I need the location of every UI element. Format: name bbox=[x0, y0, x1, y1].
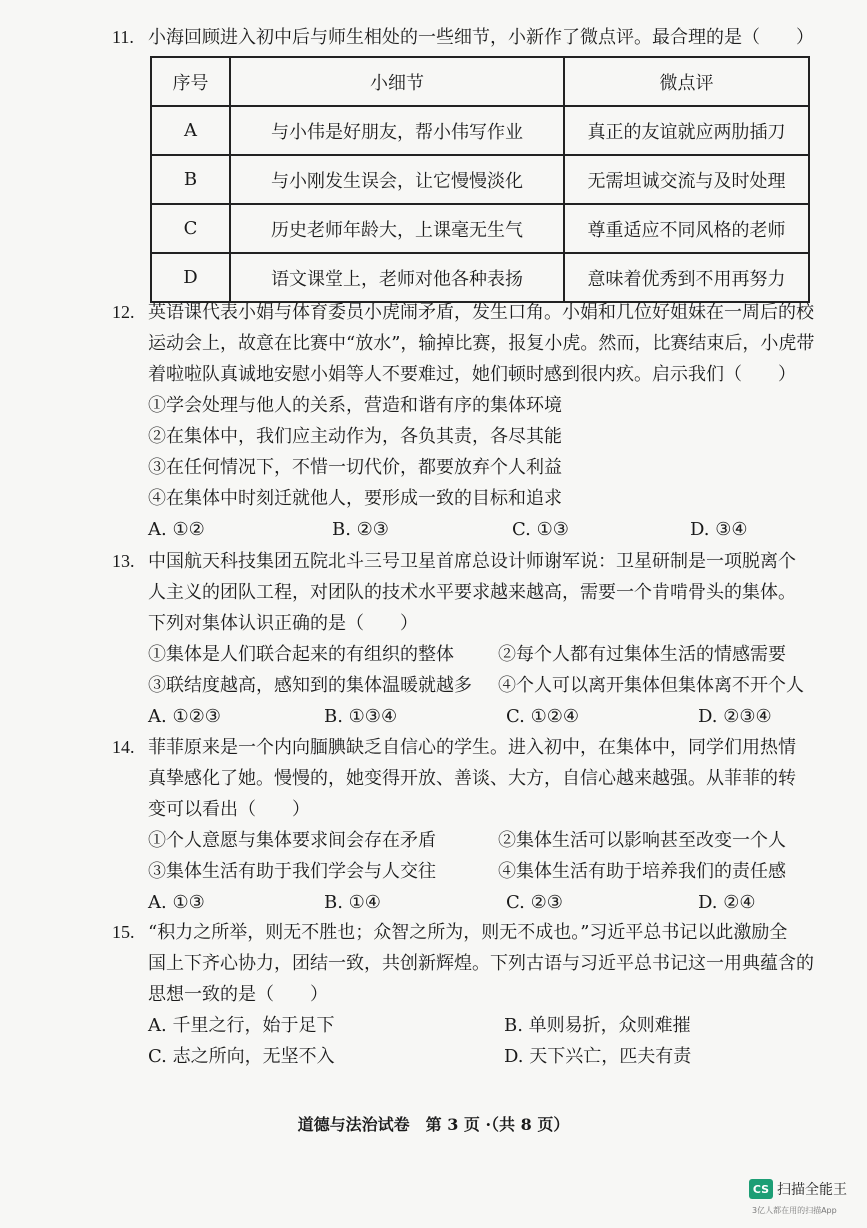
camscanner-logo-icon: CS bbox=[749, 1179, 773, 1199]
table-cell: B bbox=[151, 155, 230, 204]
question-number: 13. bbox=[112, 551, 135, 571]
answer-options bbox=[148, 514, 822, 545]
option-a[interactable]: A. 千里之行，始于足下 bbox=[148, 1015, 335, 1036]
option-a[interactable]: A. ①②③ bbox=[148, 706, 221, 727]
page-footer: 道德与法治试卷 第 3 页 ·（共 8 页） bbox=[297, 1115, 570, 1134]
question-line: 人主义的团队工程，对团队的技术水平要求越来越高，需要一个肯啃骨头的集体。 bbox=[148, 582, 796, 603]
statement-item: ③在任何情况下，不惜一切代价，都要放弃个人利益 bbox=[148, 457, 562, 478]
table-cell: 意味着优秀到不用再努力 bbox=[564, 253, 809, 302]
question-line: 真挚感化了她。慢慢的，她变得开放、善谈、大方，自信心越来越强。从菲菲的转 bbox=[148, 768, 796, 789]
question-line: “积力之所举，则无不胜也；众智之所为，则无不成也。”习近平总书记以此激励全 bbox=[148, 922, 788, 943]
table-header: 小细节 bbox=[230, 57, 564, 106]
watermark-tagline: 3亿人都在用的扫描App bbox=[752, 1206, 837, 1215]
statement-item: ③集体生活有助于我们学会与人交往 bbox=[148, 861, 436, 882]
question-line: 着啦啦队真诚地安慰小娟等人不要难过，她们顿时感到很内疚。启示我们（ ） bbox=[148, 364, 796, 385]
question-14 bbox=[112, 732, 822, 918]
question-line: 中国航天科技集团五院北斗三号卫星首席总设计师谢军说：卫星研制是一项脱离个 bbox=[148, 551, 796, 572]
question-line: 下列对集体认识正确的是（ ） bbox=[148, 613, 418, 634]
table-cell: C bbox=[151, 204, 230, 253]
option-d[interactable]: D. ②③④ bbox=[698, 706, 772, 727]
table-cell: 与小刚发生误会，让它慢慢淡化 bbox=[230, 155, 564, 204]
table-row bbox=[151, 106, 809, 155]
table-header-row bbox=[151, 57, 809, 106]
question-number: 11. bbox=[112, 27, 134, 47]
option-c[interactable]: C. ②③ bbox=[506, 892, 563, 913]
option-b[interactable]: B. ①④ bbox=[324, 892, 381, 913]
question-line: 菲菲原来是一个内向腼腆缺乏自信心的学生。进入初中，在集体中，同学们用热情 bbox=[148, 737, 796, 758]
statement-item: ②每个人都有过集体生活的情感需要 bbox=[498, 644, 786, 665]
statement-item: ④集体生活有助于培养我们的责任感 bbox=[498, 861, 786, 882]
table-cell: 真正的友谊就应两肋插刀 bbox=[564, 106, 809, 155]
option-d[interactable]: D. 天下兴亡，匹夫有责 bbox=[504, 1046, 692, 1067]
question-line: 运动会上，故意在比赛中“放水”，输掉比赛，报复小虎。然而，比赛结束后，小虎带 bbox=[148, 333, 815, 354]
question-12 bbox=[112, 297, 822, 545]
question-15 bbox=[112, 917, 822, 1072]
option-a[interactable]: A. ①② bbox=[148, 519, 205, 540]
option-b[interactable]: B. ②③ bbox=[332, 519, 389, 540]
answer-options-row bbox=[148, 1010, 822, 1041]
statement-item: ②集体生活可以影响甚至改变一个人 bbox=[498, 830, 786, 851]
question-line: 国上下齐心协力，团结一致，共创新辉煌。下列古语与习近平总书记这一用典蕴含的 bbox=[148, 953, 814, 974]
statement-item: ②在集体中，我们应主动作为，各负其责，各尽其能 bbox=[148, 426, 562, 447]
statement-item: ④个人可以离开集体但集体离不开个人 bbox=[498, 675, 804, 696]
scanner-watermark bbox=[749, 1179, 847, 1199]
statement-item: ④在集体中时刻迁就他人，要形成一致的目标和追求 bbox=[148, 488, 562, 509]
question-11 bbox=[112, 22, 822, 53]
statement-item: ①学会处理与他人的关系，营造和谐有序的集体环境 bbox=[148, 395, 562, 416]
option-a[interactable]: A. ①③ bbox=[148, 892, 205, 913]
statement-row bbox=[148, 639, 822, 670]
question-number: 14. bbox=[112, 737, 135, 757]
answer-options bbox=[148, 887, 822, 918]
table-header: 微点评 bbox=[564, 57, 809, 106]
table-header: 序号 bbox=[151, 57, 230, 106]
comparison-table bbox=[150, 56, 810, 303]
table-cell: A bbox=[151, 106, 230, 155]
statement-row bbox=[148, 856, 822, 887]
statement-item: ①集体是人们联合起来的有组织的整体 bbox=[148, 644, 454, 665]
statement-row bbox=[148, 670, 822, 701]
option-c[interactable]: C. 志之所向，无坚不入 bbox=[148, 1046, 335, 1067]
answer-options-row bbox=[148, 1041, 822, 1072]
option-c[interactable]: C. ①②④ bbox=[506, 706, 579, 727]
option-c[interactable]: C. ①③ bbox=[512, 519, 569, 540]
question-number: 12. bbox=[112, 302, 135, 322]
watermark-name: 扫描全能王 bbox=[777, 1182, 847, 1198]
option-d[interactable]: D. ③④ bbox=[690, 519, 748, 540]
question-13 bbox=[112, 546, 822, 732]
statement-row bbox=[148, 825, 822, 856]
table-cell: 历史老师年龄大，上课毫无生气 bbox=[230, 204, 564, 253]
statement-item: ③联结度越高，感知到的集体温暖就越多 bbox=[148, 675, 472, 696]
question-line: 变可以看出（ ） bbox=[148, 799, 310, 820]
option-d[interactable]: D. ②④ bbox=[698, 892, 756, 913]
question-number: 15. bbox=[112, 922, 135, 942]
table-cell: 语文课堂上，老师对他各种表扬 bbox=[230, 253, 564, 302]
option-b[interactable]: B. 单则易折，众则难摧 bbox=[504, 1015, 691, 1036]
table-cell: 尊重适应不同风格的老师 bbox=[564, 204, 809, 253]
table-cell: 与小伟是好朋友，帮小伟写作业 bbox=[230, 106, 564, 155]
table-row bbox=[151, 155, 809, 204]
statement-item: ①个人意愿与集体要求间会存在矛盾 bbox=[148, 830, 436, 851]
question-stem: 小海回顾进入初中后与师生相处的一些细节，小新作了微点评。最合理的是（ ） bbox=[148, 27, 814, 48]
question-line: 英语课代表小娟与体育委员小虎闹矛盾，发生口角。小娟和几位好姐妹在一周后的校 bbox=[148, 302, 814, 323]
table-cell: D bbox=[151, 253, 230, 302]
answer-options bbox=[148, 701, 822, 732]
table-row bbox=[151, 204, 809, 253]
table-row bbox=[151, 253, 809, 302]
question-line: 思想一致的是（ ） bbox=[148, 984, 328, 1005]
option-b[interactable]: B. ①③④ bbox=[324, 706, 398, 727]
table-cell: 无需坦诚交流与及时处理 bbox=[564, 155, 809, 204]
